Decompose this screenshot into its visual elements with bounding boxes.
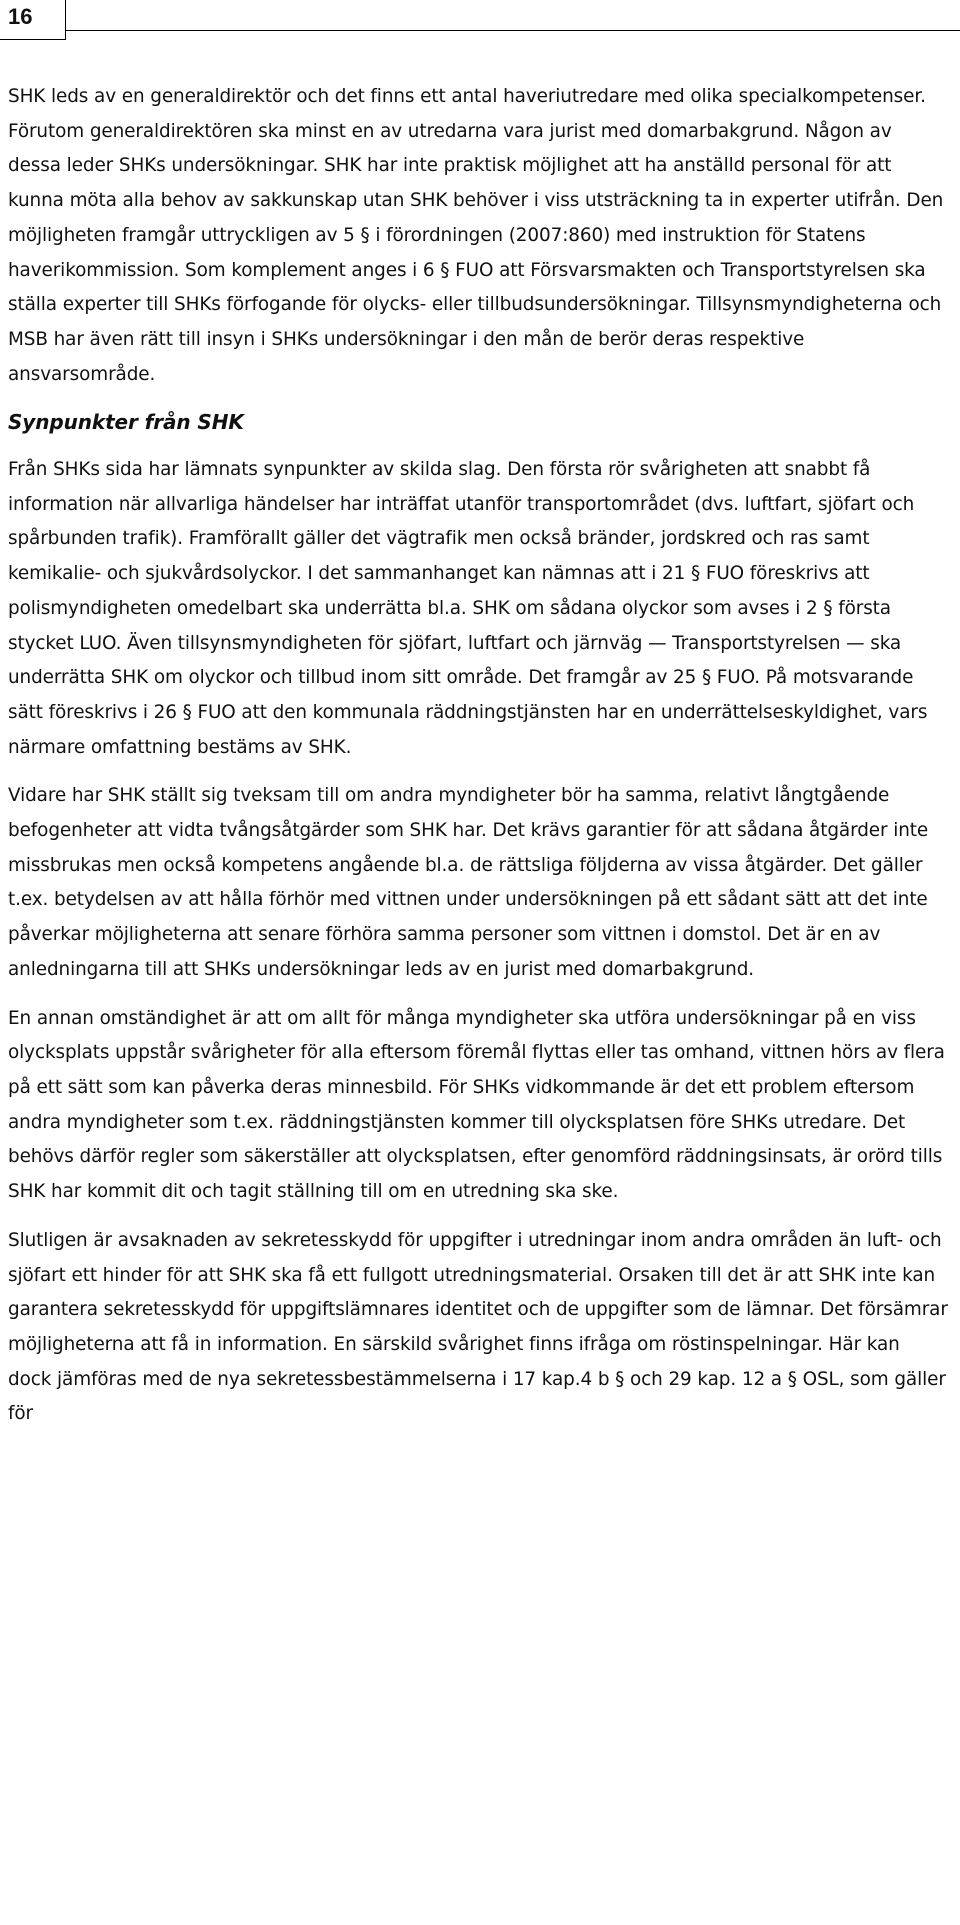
paragraph-5: Slutligen är avsaknaden av sekretesskydd för uppgifter i utredningar inom andra områden än luft- och sjöfart ett hinder för att SHK ska få ett fullgott utredningsmaterial. Orsaken till det är att SHK inte kan garantera sekretesskydd för uppgiftslämnares identitet och de uppgifter som de lämnar. Det försämrar möjligheterna att få in information. En särskild svårighet finns ifråga om röstinspelningar. Här kan dock jämföras med de nya sekretessbestämmelserna i 17 kap.4 b § och 29 kap. 12 a § OSL, som gäller för (8, 1229, 948, 1425)
paragraph-1: SHK leds av en generaldirektör och det finns ett antal haveriutredare med olika specialkompetenser. Förutom generaldirektören ska minst en av utredarna vara jurist med domarbakgrund. Någon av dessa leder SHKs undersökningar. SHK har inte praktisk möjlighet att ha anställd personal för att kunna möta alla behov av sakkunskap utan SHK behöver i viss utsträckning ta in experter utifrån. Den möjligheten framgår uttryckligen av 5 § i förordningen (2007:860) med instruktion för Statens haverikommission. Som komplement anges i 6 § FUO att Försvarsmakten och Transportstyrelsen ska ställa experter till SHKs förfogande för olycks- eller tillbudsundersökningar. Tillsynsmyndigheterna och MSB har även rätt till insyn i SHKs undersökningar i den mån de berör deras respektive ansvarsområde. (8, 86, 944, 385)
paragraph-2: Från SHKs sida har lämnats synpunkter av skilda slag. Den första rör svårigheten att snabbt få information när allvarliga händelser har inträffat utanför transportområdet (dvs. luftfart, sjöfart och spårbunden trafik). Framförallt gäller det vägtrafik men också bränder, jordskred och ras samt kemikalie- och sjukvårdsolyckor. I det sammanhanget kan nämnas att i 21 § FUO föreskrivs att polismyndigheten omedelbart ska underrätta bl.a. SHK om sådana olyckor som avses i 2 § första stycket LUO. Även tillsynsmyndigheten för sjöfart, luftfart och järnväg — Transportstyrelsen — ska underrätta SHK om olyckor och tillbud inom sitt område. Det framgår av 25 § FUO. På motsvarande sätt föreskrivs i 26 § FUO att den kommunala räddningstjänsten har en underrättelseskyldighet, vars närmare omfattning bestäms av SHK. (8, 459, 928, 758)
document-body (8, 80, 948, 1432)
header-rule (66, 30, 960, 31)
paragraph-4: En annan omständighet är att om allt för många myndigheter ska utföra undersökningar på en viss olycksplats uppstår svårigheter för alla eftersom föremål flyttas eller tas omhand, vittnen hörs av flera på ett sätt som kan påverka deras minnesbild. För SHKs vidkommande är det ett problem eftersom andra myndigheter som t.ex. räddningstjänsten kommer till olycksplatsen före SHKs utredare. Det behövs därför regler som säkerställer att olycksplatsen, efter genomförd räddningsinsats, är orörd tills SHK har kommit dit och tagit ställning till om en utredning ska ske. (8, 1007, 945, 1203)
section-heading: Synpunkter från SHK (8, 410, 244, 435)
paragraph-3: Vidare har SHK ställt sig tveksam till om andra myndigheter bör ha samma, relativt långtgående befogenheter att vidta tvångsåtgärder som SHK har. Det krävs garantier för att sådana åtgärder inte missbrukas men också kompetens angående bl.a. de rättsliga följderna av vissa åtgärder. Det gäller t.ex. betydelsen av att hålla förhör med vittnen under undersökningen på ett sådant sätt att det inte påverkar möjligheterna att senare förhöra samma personer som vittnen i domstol. Det är en av anledningarna till att SHKs undersökningar leds av en jurist med domarbakgrund. (8, 785, 929, 980)
page-number: 16 (0, 0, 66, 40)
